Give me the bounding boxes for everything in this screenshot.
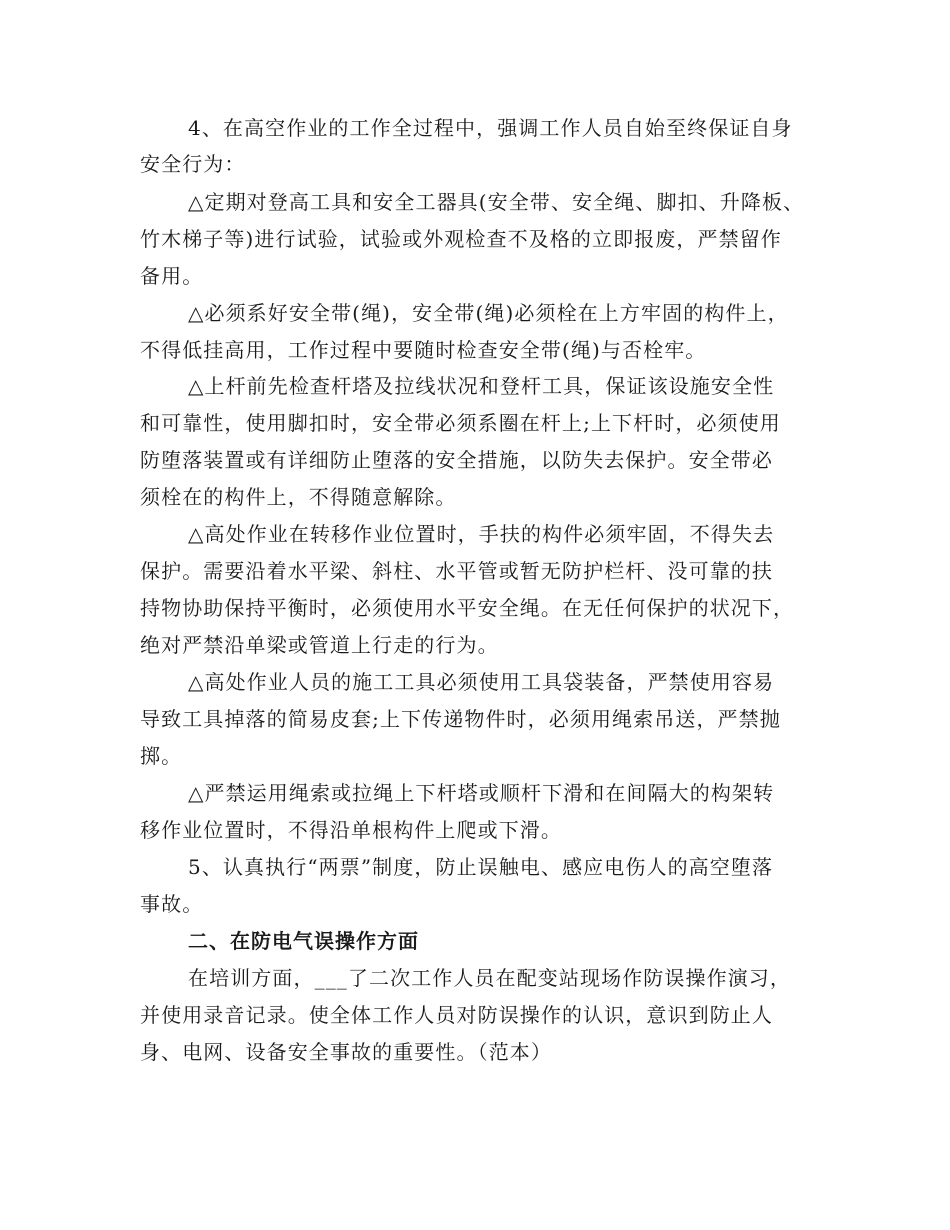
- text-line: 身、电网、设备安全事故的重要性。（范本）: [140, 1040, 552, 1064]
- text-line: 4、在高空作业的工作全过程中，强调工作人员自始至终保证自身: [188, 116, 793, 140]
- text-line: △高处作业在转移作业位置时，手扶的构件必须牢固，不得失去: [188, 522, 775, 546]
- text-line: 5、认真执行“两票”制度，防止误触电、感应电伤人的高空堕落: [188, 855, 774, 879]
- text-line: 和可靠性，使用脚扣时，安全带必须系圈在杆上;上下杆时，必须使用: [140, 411, 781, 435]
- text-line: 竹木梯子等)进行试验，试验或外观检查不及格的立即报废，严禁留作: [140, 227, 782, 251]
- text-line: 在培训方面，___了二次工作人员在配变站现场作防误操作演习，: [188, 966, 791, 990]
- text-line: △高处作业人员的施工工具必须使用工具袋装备，严禁使用容易: [188, 670, 775, 694]
- text-line: 须栓在的构件上，不得随意解除。: [140, 485, 457, 509]
- text-line: 掷。: [140, 744, 183, 768]
- text-line: 不得低挂高用，工作过程中要随时检查安全带(绳)与否栓牢。: [140, 338, 707, 362]
- section-heading: 二、在防电气误操作方面: [188, 929, 419, 953]
- text-line: △必须系好安全带(绳)，安全带(绳)必须栓在上方牢固的构件上，: [188, 301, 789, 325]
- text-line: 安全行为：: [140, 152, 246, 176]
- text-line: 移作业位置时，不得沿单根构件上爬或下滑。: [140, 818, 562, 842]
- text-line: 并使用录音记录。使全体工作人员对防误操作的认识，意识到防止人: [140, 1003, 773, 1027]
- text-line: 绝对严禁沿单梁或管道上行走的行为。: [140, 633, 499, 657]
- text-line: △严禁运用绳索或拉绳上下杆塔或顺杆下滑和在间隔大的构架转: [188, 781, 775, 805]
- text-line: △上杆前先检查杆塔及拉线状况和登杆工具，保证该设施安全性: [188, 374, 775, 398]
- text-line: 事故。: [140, 892, 204, 916]
- text-line: △定期对登高工具和安全工器具(安全带、安全绳、脚扣、升降板、: [188, 190, 805, 214]
- text-line: 导致工具掉落的简易皮套;上下传递物件时，必须用绳索吊送，严禁抛: [140, 707, 781, 731]
- text-line: 备用。: [140, 264, 204, 288]
- text-line: 保护。需要沿着水平梁、斜柱、水平管或暂无防护栏杆、没可靠的扶: [140, 559, 773, 583]
- text-line: 持物协助保持平衡时，必须使用水平安全绳。在无任何保护的状况下，: [140, 596, 795, 620]
- text-line: 防堕落装置或有详细防止堕落的安全措施，以防失去保护。安全带必: [140, 448, 773, 472]
